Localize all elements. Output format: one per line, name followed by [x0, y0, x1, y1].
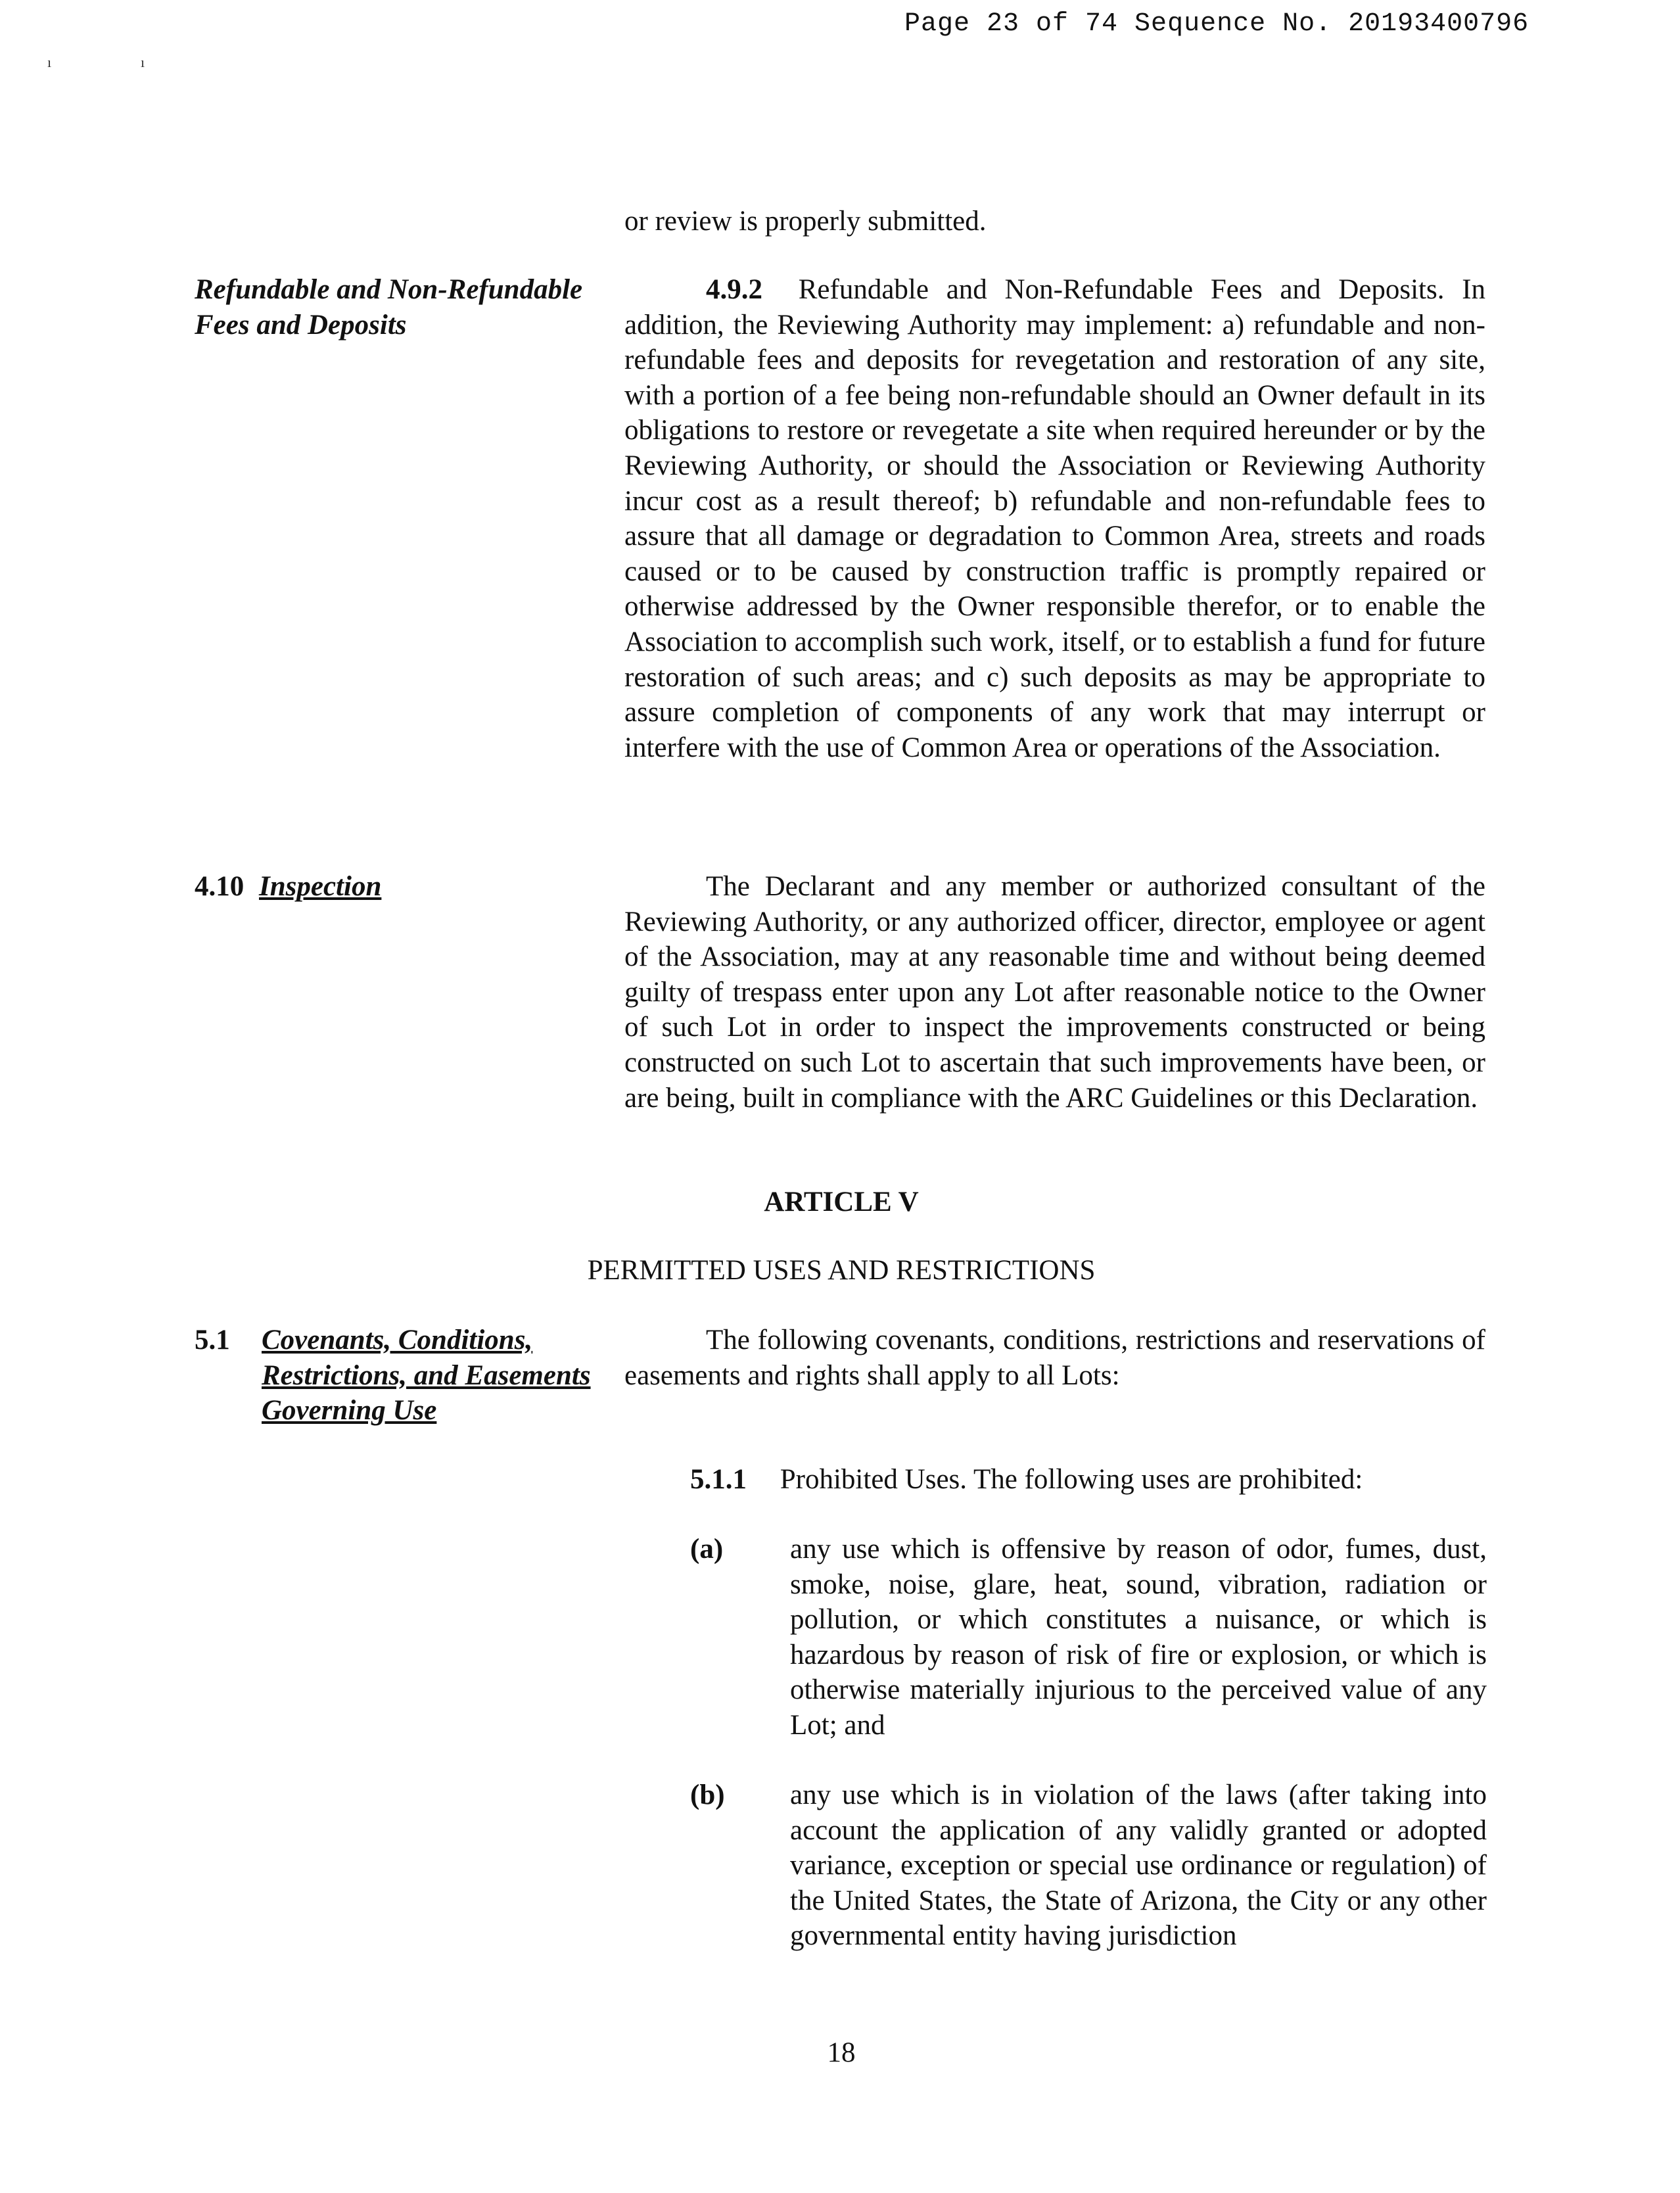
section-5-1-paragraph: The following covenants, conditions, restrictions and reservations of easements and rights shall apply to all Lots: [624, 1325, 1485, 1391]
item-a-label: (a) [690, 1534, 724, 1565]
article-title: ARTICLE V [764, 1187, 919, 1217]
scan-mark: ı [47, 54, 52, 70]
section-5-1-caption [262, 1323, 603, 1428]
section-5-1-1-text: Prohibited Uses. The following uses are prohibited: [780, 1464, 1363, 1495]
section-4-9-2-text: Refundable and Non-Refundable Fees and Deposits. In addition, the Reviewing Authority may implement: a) refundable and non-refundable fees and deposits for revegetation and restoration of any site, with a portion of a fee being non-refundable should an Owner default in its obligations to restore or revegetate a site when required hereunder or by the Reviewing Authority, or should the Association or Reviewing Authority incur cost as a result thereof; b) refundable and non-refundable fees to assure that all damage or degradation to Common Area, streets and roads caused or to be caused by construction traffic is promptly repaired or otherwise addressed by the Owner responsible therefor, or to enable the Association to accomplish such work, itself, or to establish a fund for future restoration of such areas; and c) such deposits as may be appropriate to assure completion of components of any work that may interrupt or interfere with the use of Common Area or operations of the Association. [624, 274, 1486, 763]
page-sequence-stamp: Page 23 of 74 Sequence No. 20193400796 [904, 9, 1529, 39]
section-5-1-number: 5.1 [195, 1325, 230, 1356]
scan-mark: ı [141, 54, 145, 70]
section-4-9-2-paragraph [624, 272, 1485, 765]
section-5-1-1-number: 5.1.1 [690, 1464, 747, 1495]
article-subtitle: PERMITTED USES AND RESTRICTIONS [587, 1255, 1096, 1286]
continuation-text: or review is properly submitted. [624, 206, 987, 237]
section-4-9-2-caption [195, 272, 589, 342]
item-b-text: any use which is in violation of the laws (after taking into account the application of any validly granted or adopted variance, exception or special use ordinance or regulation) of the United States, the State of Arizona, the City or any other governmental entity having jurisdiction [790, 1780, 1487, 1952]
section-4-9-2-caption-text: Refundable and Non-Refundable Fees and Deposits [195, 274, 583, 341]
item-b-label: (b) [690, 1780, 725, 1810]
section-4-10-paragraph: The Declarant and any member or authorized consultant of the Reviewing Authority, or any authorized officer, director, employee or agent of the Association, may at any reasonable time and without being deemed guilty of trespass enter upon any Lot after reasonable notice to the Owner of such Lot in order to inspect the improvements constructed or being constructed on such Lot to ascertain that such improvements have been, or are being, built in compliance with the ARC Guidelines or this Declaration. [624, 871, 1485, 1114]
page-number: 18 [827, 2037, 856, 2068]
section-4-9-2-number: 4.9.2 [706, 274, 762, 305]
section-4-10-number: 4.10 [195, 871, 245, 902]
section-5-1-1 [690, 1462, 1492, 1497]
section-4-10-caption [195, 869, 589, 905]
item-a-text: any use which is offensive by reason of odor, fumes, dust, smoke, noise, glare, heat, sound, vibration, radiation or pollution, or which constitutes a nuisance, or which is hazardous by reason of risk of fire or explosion, or which is otherwise materially injurious to the perceived value of any Lot; and [790, 1534, 1487, 1741]
section-4-10-title: Inspection [259, 871, 382, 902]
section-5-1-caption-text: Covenants, Conditions, Restrictions, and Easements Governing Use [262, 1325, 591, 1427]
